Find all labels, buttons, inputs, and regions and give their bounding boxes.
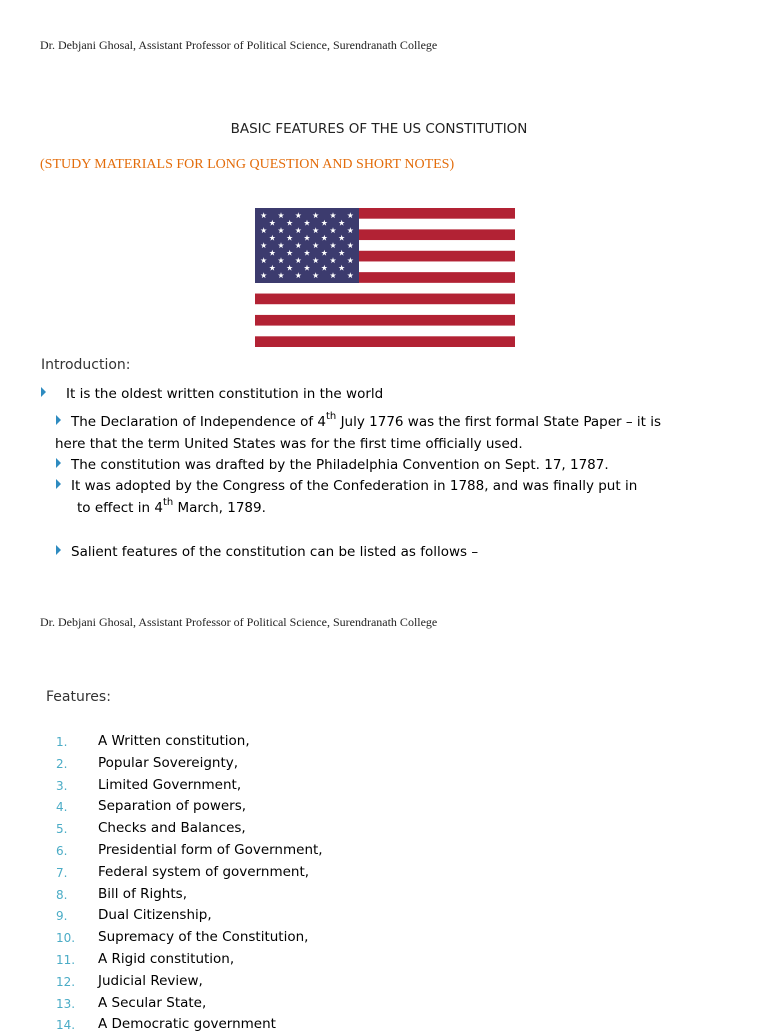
bullet-arrow-icon <box>56 415 61 425</box>
feature-text: Popular Sovereignty, <box>98 754 239 771</box>
flag-stripe <box>255 326 515 337</box>
feature-number: 6. <box>56 844 68 858</box>
feature-number: 3. <box>56 778 68 793</box>
feature-text: Federal system of government, <box>98 863 310 880</box>
feature-text: A Written constitution, <box>98 733 250 749</box>
page-header-2: Dr. Debjani Ghosal, Assistant Professor of Political Science, Surendranath College <box>40 615 438 629</box>
page-header: Dr. Debjani Ghosal, Assistant Professor of Political Science, Surendranath College <box>40 38 438 52</box>
bullet-arrow-icon <box>56 479 61 489</box>
feature-number: 13. <box>56 996 76 1011</box>
features-heading: Features: <box>46 689 111 705</box>
feature-text: Dual Citizenship, <box>98 907 212 924</box>
flag-stripe <box>255 315 515 326</box>
feature-text: Supremacy of the Constitution, <box>98 929 309 946</box>
feature-text: Bill of Rights, <box>98 885 187 902</box>
intro-bullet-2: The Declaration of Independence of 4th July 1776 was the first formal State Paper – it is <box>56 414 661 430</box>
intro-bullet-5: Salient features of the constitution can be listed as follows – <box>56 544 478 560</box>
intro-bullet-4: It was adopted by the Congress of the Confederation in 1788, and was finally put in <box>56 478 637 494</box>
bullet-arrow-icon <box>56 458 61 468</box>
intro-bullet-4-continued: to effect in 4th March, 1789. <box>77 496 266 516</box>
feature-text: Presidential form of Government, <box>98 842 323 858</box>
feature-text: Checks and Balances, <box>98 820 246 837</box>
bullet-arrow-icon <box>56 545 61 555</box>
feature-number: 1. <box>56 735 68 749</box>
flag-stripe <box>255 283 515 294</box>
feature-number: 4. <box>56 800 68 815</box>
feature-number: 2. <box>56 756 68 771</box>
feature-number: 8. <box>56 887 68 902</box>
document-subtitle: (STUDY MATERIALS FOR LONG QUESTION AND SHORT NOTES) <box>40 157 455 172</box>
feature-number: 12. <box>56 974 76 989</box>
feature-number: 7. <box>56 865 68 880</box>
flag-stripe <box>255 304 515 315</box>
feature-number: 9. <box>56 909 68 924</box>
feature-text: A Rigid constitution, <box>98 951 235 967</box>
intro-bullet-3: The constitution was drafted by the Philadelphia Convention on Sept. 17, 1787. <box>56 457 609 473</box>
document-title: BASIC FEATURES OF THE US CONSTITUTION <box>230 121 528 137</box>
feature-number: 5. <box>56 822 68 837</box>
bullet-arrow-icon <box>41 387 46 397</box>
feature-number: 10. <box>56 931 76 946</box>
intro-bullet-2-continued: here that the term United States was for the first time officially used. <box>55 436 523 452</box>
feature-text: Separation of powers, <box>98 798 247 815</box>
feature-number: 14. <box>56 1018 76 1033</box>
intro-bullet-1: It is the oldest written constitution in the world <box>41 386 383 402</box>
introduction-heading: Introduction: <box>41 357 131 373</box>
feature-text: A Democratic government <box>98 1016 276 1033</box>
feature-text: Judicial Review, <box>98 972 203 989</box>
flag-canton <box>255 208 359 283</box>
flag-stripe <box>255 336 515 347</box>
feature-text: A Secular State, <box>98 994 207 1011</box>
flag-stripe <box>255 294 515 305</box>
feature-number: 11. <box>56 953 76 967</box>
feature-text: Limited Government, <box>98 776 242 793</box>
us-flag-image <box>255 208 515 347</box>
